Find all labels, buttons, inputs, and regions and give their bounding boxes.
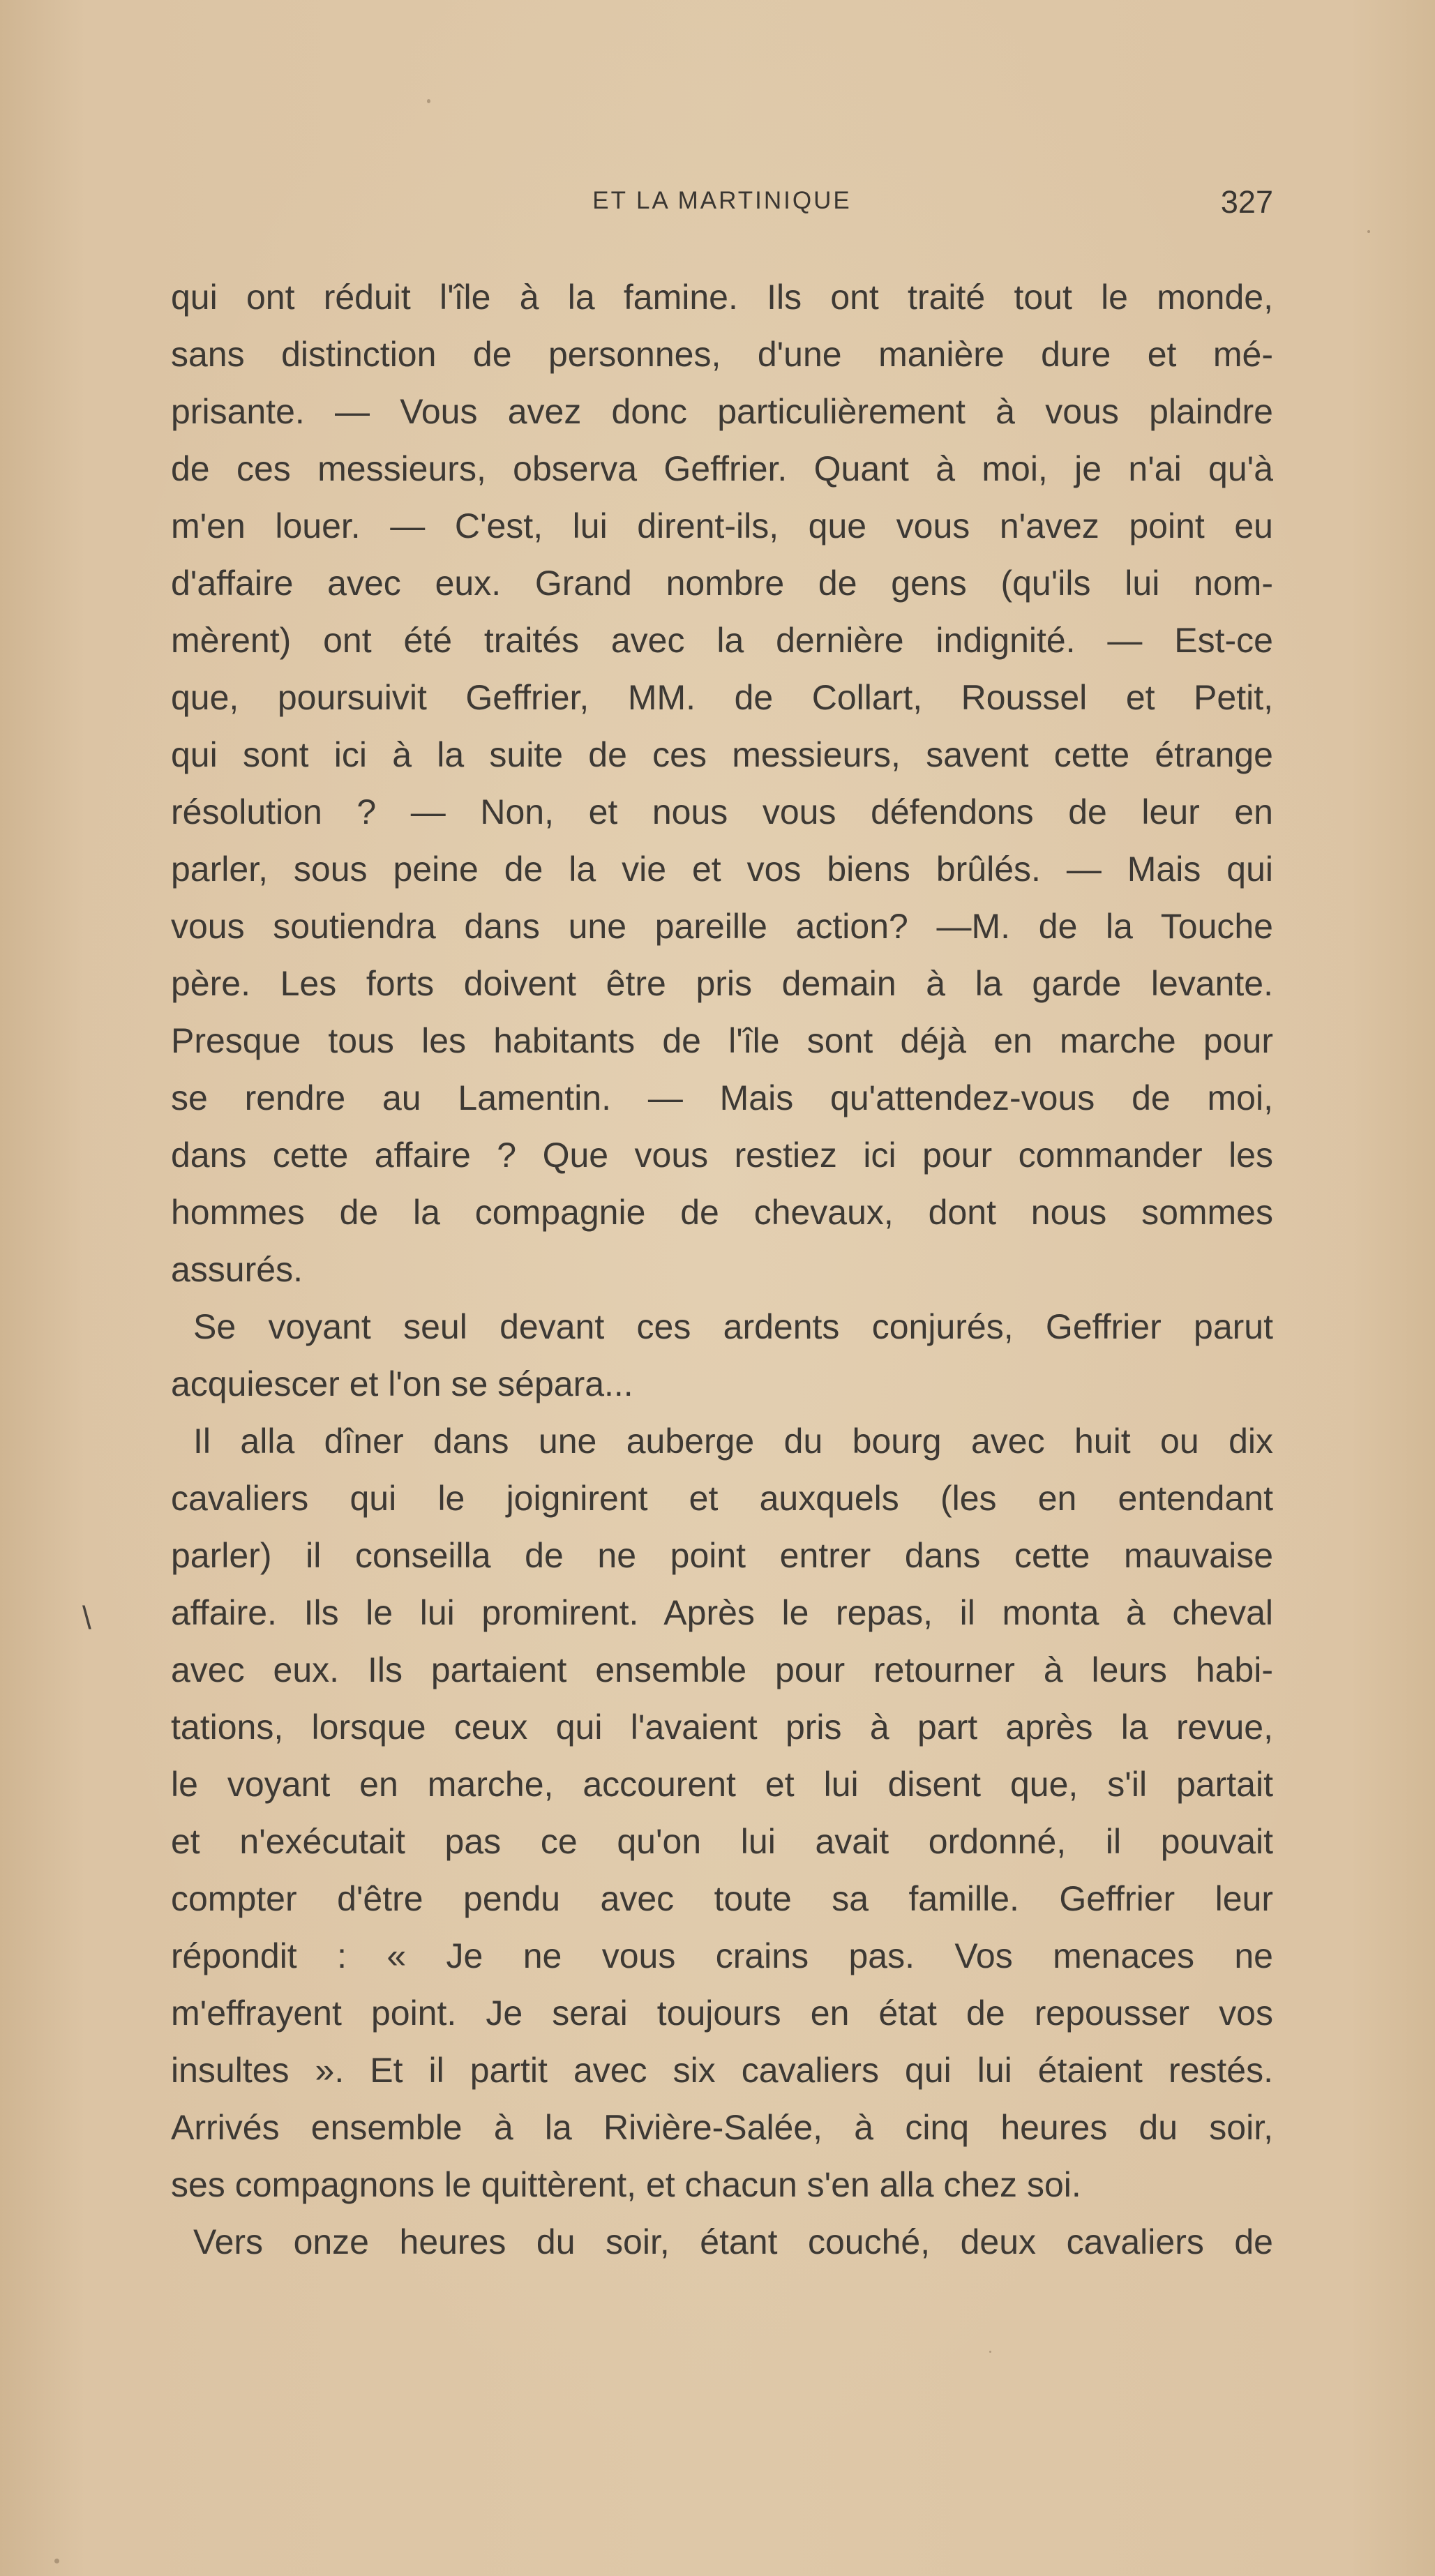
- text-line: avec eux. Ils partaient ensemble pour retourner à leurs habi-: [171, 1650, 1273, 1689]
- text-line: résolution ? — Non, et nous vous défendons de leur en: [171, 792, 1273, 831]
- paper-speck: [54, 2559, 59, 2563]
- text-line: tations, lorsque ceux qui l'avaient pris à part après la revue,: [171, 1708, 1273, 1747]
- text-line: compter d'être pendu avec toute sa famille. Geffrier leur: [171, 1879, 1273, 1918]
- text-line: m'effrayent point. Je serai toujours en état de repousser vos: [171, 1994, 1273, 2033]
- margin-mark: \: [82, 1599, 91, 1636]
- text-line: sans distinction de personnes, d'une manière dure et mé-: [171, 335, 1273, 374]
- text-line: le voyant en marche, accourent et lui disent que, s'il partait: [171, 1765, 1273, 1804]
- paper-speck: [989, 2351, 991, 2353]
- text-line: vous soutiendra dans une pareille action? —M. de la Touche: [171, 907, 1273, 946]
- text-line: qui ont réduit l'île à la famine. Ils ont traité tout le monde,: [171, 278, 1273, 317]
- text-line: de ces messieurs, observa Geffrier. Quant à moi, je n'ai qu'à: [171, 449, 1273, 488]
- paragraph-last-line: acquiescer et l'on se sépara...: [171, 1364, 633, 1403]
- text-line: parler, sous peine de la vie et vos biens brûlés. — Mais qui: [171, 850, 1273, 889]
- paragraph-last-line: assurés.: [171, 1250, 303, 1289]
- text-line: dans cette affaire ? Que vous restiez ici pour commander les: [171, 1136, 1273, 1175]
- paper-speck: [1367, 230, 1370, 233]
- paragraph-last-line: ses compagnons le quittèrent, et chacun s'en alla chez soi.: [171, 2165, 1081, 2204]
- text-line: m'en louer. — C'est, lui dirent-ils, que vous n'avez point eu: [171, 506, 1273, 545]
- text-line: cavaliers qui le joignirent et auxquels (les en entendant: [171, 1479, 1273, 1518]
- page-number: 327: [1220, 184, 1273, 220]
- body-text: [171, 269, 1273, 2270]
- text-line: répondit : « Je ne vous crains pas. Vos menaces ne: [171, 1936, 1273, 1975]
- text-line: et n'exécutait pas ce qu'on lui avait ordonné, il pouvait: [171, 1822, 1273, 1861]
- paragraph-first-line: Se voyant seul devant ces ardents conjurés, Geffrier parut: [193, 1307, 1273, 1346]
- running-title: ET LA MARTINIQUE: [592, 187, 852, 214]
- text-line: se rendre au Lamentin. — Mais qu'attendez-vous de moi,: [171, 1078, 1273, 1117]
- text-line: Presque tous les habitants de l'île sont déjà en marche pour: [171, 1021, 1273, 1060]
- paper-speck: [427, 99, 430, 103]
- text-line: qui sont ici à la suite de ces messieurs, savent cette étrange: [171, 735, 1273, 774]
- text-line: d'affaire avec eux. Grand nombre de gens (qu'ils lui nom-: [171, 564, 1273, 603]
- text-line: que, poursuivit Geffrier, MM. de Collart, Roussel et Petit,: [171, 678, 1273, 717]
- text-line: hommes de la compagnie de chevaux, dont nous sommes: [171, 1193, 1273, 1232]
- page-header: [171, 184, 1273, 229]
- text-line: prisante. — Vous avez donc particulièrement à vous plaindre: [171, 392, 1273, 431]
- text-line: parler) il conseilla de ne point entrer dans cette mauvaise: [171, 1536, 1273, 1575]
- text-line: mèrent) ont été traités avec la dernière indignité. — Est-ce: [171, 621, 1273, 660]
- text-line: Arrivés ensemble à la Rivière-Salée, à cinq heures du soir,: [171, 2108, 1273, 2147]
- paragraph-first-line: Il alla dîner dans une auberge du bourg avec huit ou dix: [193, 1422, 1273, 1461]
- paragraph-first-line: Vers onze heures du soir, étant couché, deux cavaliers de: [193, 2222, 1273, 2261]
- text-line: père. Les forts doivent être pris demain à la garde levante.: [171, 964, 1273, 1003]
- text-line: insultes ». Et il partit avec six cavaliers qui lui étaient restés.: [171, 2051, 1273, 2090]
- text-line: affaire. Ils le lui promirent. Après le repas, il monta à cheval: [171, 1593, 1273, 1632]
